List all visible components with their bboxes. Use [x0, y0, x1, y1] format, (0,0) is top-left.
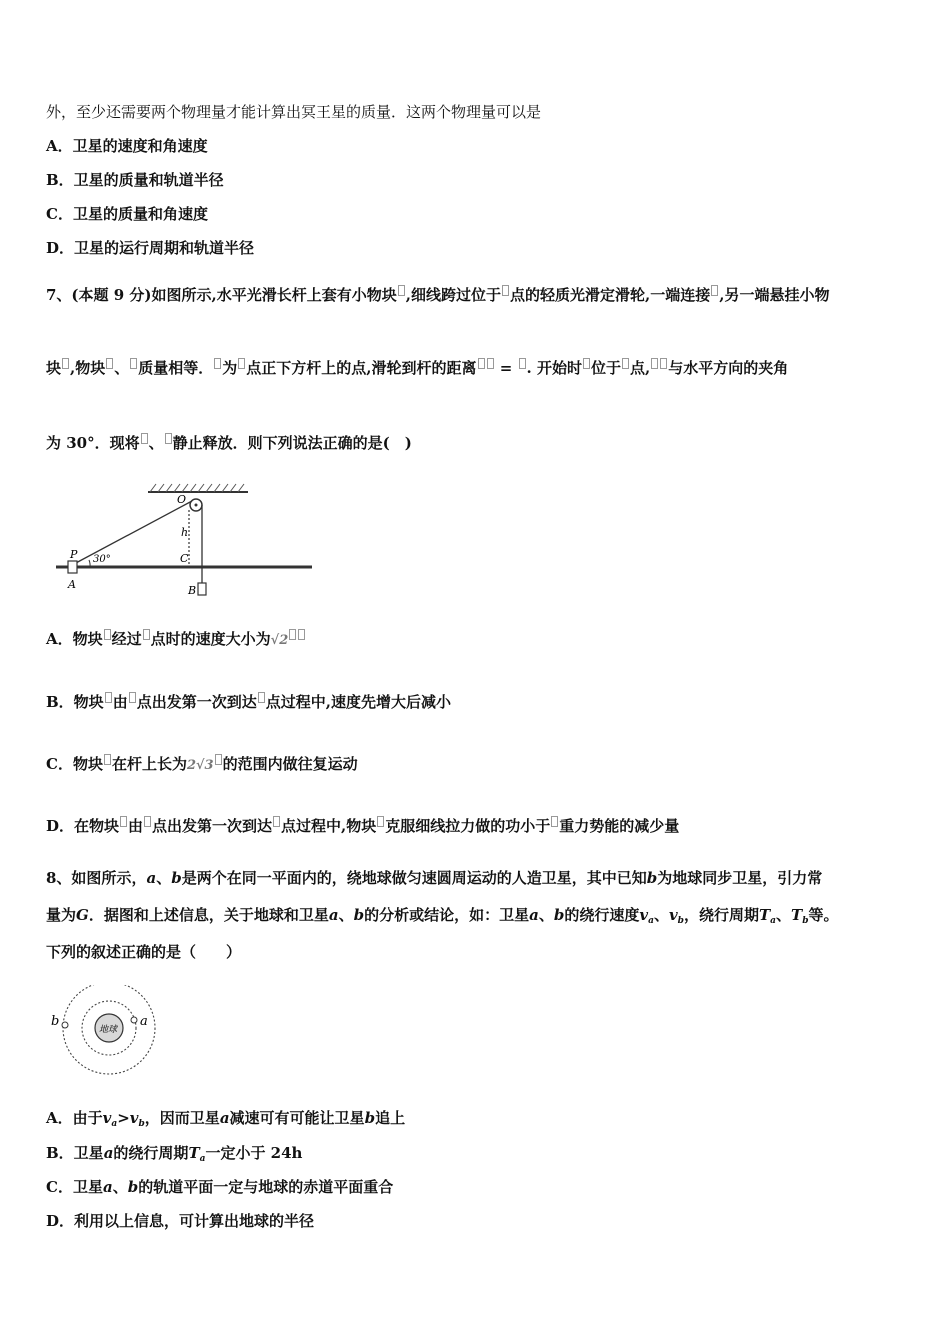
q6-option-d: D．卫星的运行周期和轨道半径 [46, 239, 255, 257]
block-b [198, 583, 206, 595]
q7-option-b: B．物块 由 点出发第一次到达 点过程中,速度先增大后减小 [46, 693, 451, 711]
q7-option-c: C．物块 在杆上长为2√3 的范围内做往复运动 [46, 755, 358, 773]
block-p [68, 561, 77, 573]
q7-option-d: D．在物块 由 点出发第一次到达 点过程中,物块 克服细线拉力做的功小于 重力势能的减少量 [46, 817, 680, 835]
label-sat-a: a [140, 1014, 148, 1029]
satellite-a [131, 1017, 137, 1023]
q8-orbit-figure [48, 985, 164, 1077]
satellite-b [62, 1022, 68, 1028]
q8-option-b: B．卫星a的绕行周期$T_a$一定小于 24h [46, 1144, 303, 1164]
q6-intro: 外，至少还需要两个物理量才能计算出冥王星的质量．这两个物理量可以是 [46, 103, 542, 121]
q6-option-b: B．卫星的质量和轨道半径 [46, 171, 224, 189]
label-angle: 30° [93, 554, 111, 565]
q7-stem-line3: 为 30°．现将 、 静止释放．则下列说法正确的是( ) [46, 434, 412, 452]
q6-option-a: A．卫星的速度和角速度 [46, 137, 208, 155]
q8-stem-line1: 8、如图所示，a、b是两个在同一平面内的，绕地球做匀速圆周运动的人造卫星，其中已知b为地球同步卫星，引力常 [46, 869, 823, 887]
q8-option-a: A．由于$v_a>v_b$，因而卫星a减速可有可能让卫星b追上 [46, 1109, 406, 1129]
q7-stem-line1: 7、(本题 9 分)如图所示,水平光滑长杆上套有小物块 ,细线跨过位于 点的轻质光滑定滑轮,一端连接 ,另一端悬挂小物 [46, 286, 830, 304]
label-h: h [181, 526, 189, 539]
label-sat-b: b [51, 1014, 60, 1029]
label-a: A [68, 578, 76, 591]
label-earth: 地球 [99, 1025, 118, 1035]
q7-stem-line2: 块 ,物块 、 质量相等． 为 点正下方杆上的点,滑轮到杆的距离 = . 开始时 位于 点, 与水平方向的夹角 [46, 359, 789, 377]
label-p: P [70, 548, 78, 561]
q8-stem-line3: 下列的叙述正确的是（ ） [46, 943, 242, 961]
q6-option-c: C．卫星的质量和角速度 [46, 205, 208, 223]
label-o: O [177, 493, 187, 506]
string-to-p [74, 501, 192, 564]
label-c: C [180, 552, 189, 565]
q8-stem-line2: 量为G．据图和上述信息，关于地球和卫星a、b的分析或结论，如：卫星a、b的绕行速度$v_a$、$v_b$，绕行周期$T_a$、$T_b$等。 [46, 906, 839, 926]
q7-option-a: A．物块 经过 点时的速度大小为√2 [46, 629, 306, 651]
q8-option-c: C．卫星a、b的轨道平面一定与地球的赤道平面重合 [46, 1178, 394, 1196]
q7-pulley-figure [50, 478, 320, 600]
label-b: B [188, 584, 197, 597]
q8-option-d: D．利用以上信息，可计算出地球的半径 [46, 1212, 315, 1230]
